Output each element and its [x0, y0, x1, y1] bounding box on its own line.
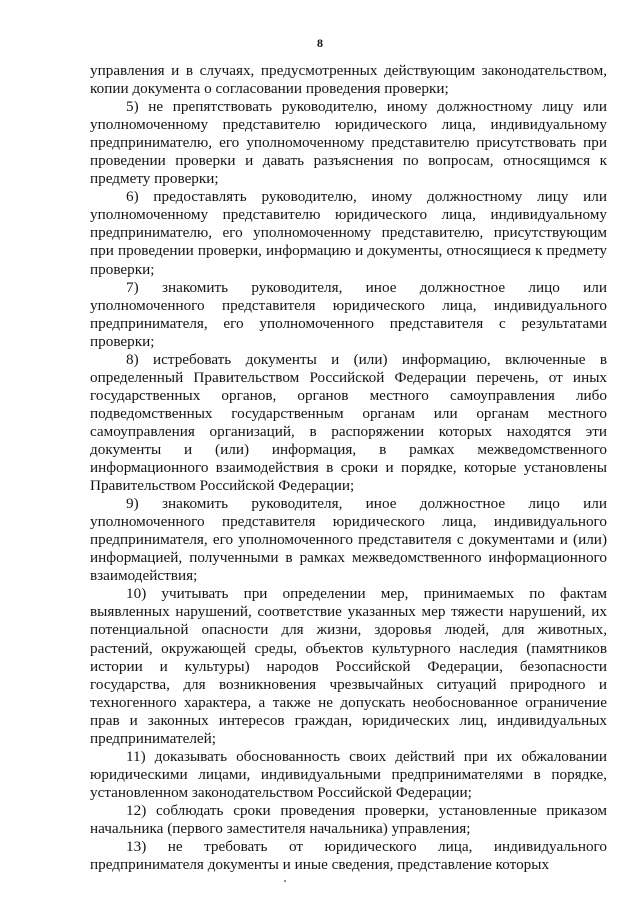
scan-artifact-dot — [284, 880, 286, 882]
list-item-6: 6) предоставлять руководителю, иному должностному лицу или уполномоченному представителю юридического лица, индивидуальному предпринимателю, его уполномоченному представителю, присутствующим при проведении проверки, информацию и документы, относящиеся к предмету проверки; — [90, 188, 607, 278]
list-item-9: 9) знакомить руководителя, иное должностное лицо или уполномоченного представителя юридического лица, индивидуального предпринимателя, его уполномоченного представителя с документами и (или) информацией, полученными в рамках межведомственного информационного взаимодействия; — [90, 495, 607, 585]
list-item-11: 11) доказывать обоснованность своих действий при их обжаловании юридическими лицами, индивидуальными предпринимателями в порядке, установленном законодательством Российской Федерации; — [90, 747, 607, 801]
list-item-5: 5) не препятствовать руководителю, иному должностному лицу или уполномоченному представителю юридического лица, индивидуальному предпринимателю, его уполномоченному представителю присутствовать при проведении проверки и давать разъяснения по вопросам, относящимся к предмету проверки; — [90, 98, 607, 188]
list-item-12: 12) соблюдать сроки проведения проверки, установленные приказом начальника (первого заместителя начальника) управления; — [90, 801, 607, 837]
list-item-8: 8) истребовать документы и (или) информацию, включенные в определенный Правительством Российской Федерации перечень, от иных государственных органов, органов местного самоуправления либо подведомственных государственным органам или органам местного самоуправления организаций, в распоряжении которых находятся эти документы и (или) информация, в рамках межведомственного информационного взаимодействия в сроки и порядке, которые установлены Правительством Российской Федерации; — [90, 350, 607, 495]
list-item-7: 7) знакомить руководителя, иное должностное лицо или уполномоченного представителя юридического лица, индивидуального предпринимателя, его уполномоченного представителя с результатами проверки; — [90, 278, 607, 350]
list-item-13: 13) не требовать от юридического лица, индивидуального предпринимателя документы и иные сведения, представление которых — [90, 838, 607, 874]
paragraph-continuation: управления и в случаях, предусмотренных действующим законодательством, копии документа о согласовании проведения проверки; — [90, 62, 607, 98]
list-item-10: 10) учитывать при определении мер, принимаемых по фактам выявленных нарушений, соответствие указанных мер тяжести нарушений, их потенциальной опасности для жизни, здоровья людей, для животных, растений, окружающей среды, объектов культурного наследия (памятников истории и культуры) народов Российской Федерации, безопасности государства, для возникновения чрезвычайных ситуаций природного и техногенного характера, а также не допускать необоснованное ограничение прав и законных интересов граждан, юридических лиц, индивидуальных предпринимателей; — [90, 585, 607, 747]
body-text — [90, 62, 607, 874]
page-number: 8 — [317, 36, 323, 50]
